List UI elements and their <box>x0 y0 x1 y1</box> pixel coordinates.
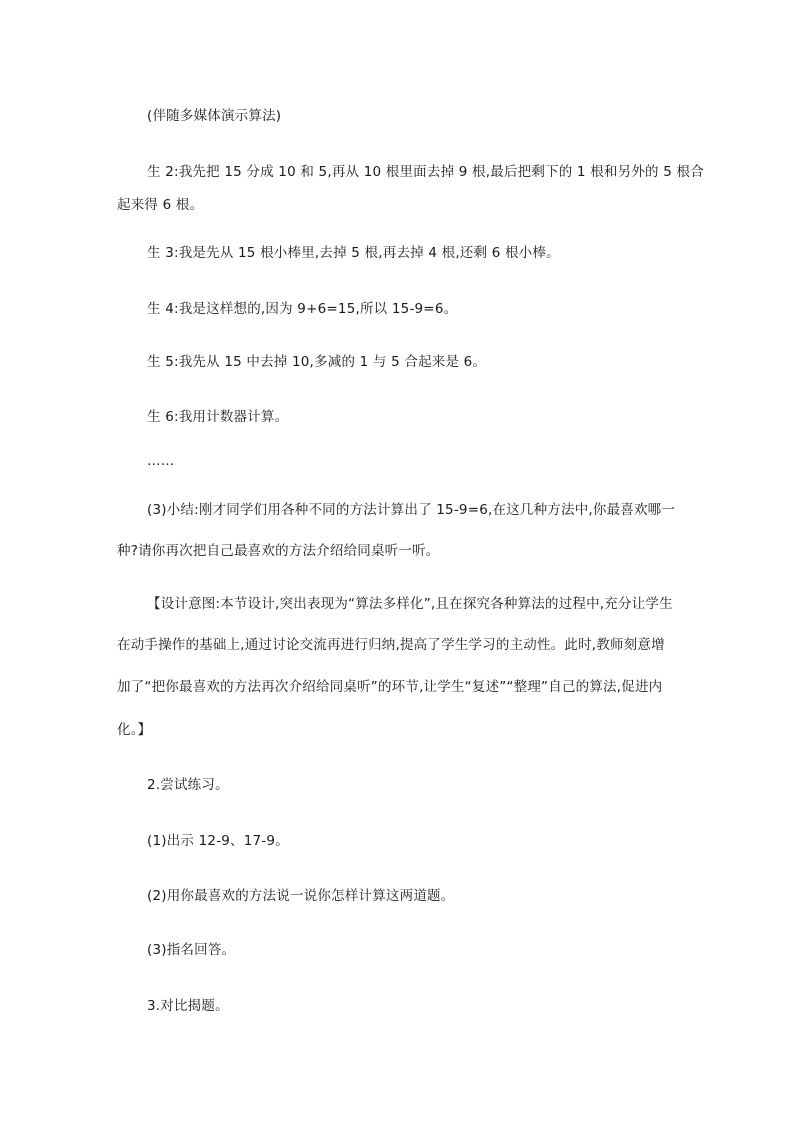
ellipsis: …… <box>147 453 175 469</box>
paragraph-student5: 生 5:我先从 15 中去掉 10,多减的 1 与 5 合起来是 6。 <box>147 354 487 370</box>
paragraph-design-intent-line2: 在动手操作的基础上,通过讨论交流再进行归纳,提高了学生学习的主动性。此时,教师刻意增 <box>117 637 665 653</box>
paragraph-practice-3: (3)指名回答。 <box>147 942 236 958</box>
paragraph-compare-heading: 3.对比揭题。 <box>147 998 229 1014</box>
paragraph-student4: 生 4:我是这样想的,因为 9+6=15,所以 15-9=6。 <box>147 301 458 317</box>
paragraph-summary-line1: (3)小结:刚才同学们用各种不同的方法计算出了 15-9=6,在这几种方法中,你最喜欢哪一 <box>147 502 676 518</box>
paragraph-practice-1: (1)出示 12-9、17-9。 <box>147 833 289 849</box>
paragraph-student2-line1: 生 2:我先把 15 分成 10 和 5,再从 10 根里面去掉 9 根,最后把剩下的 1 根和另外的 5 根合 <box>147 164 704 180</box>
paragraph-practice-2: (2)用你最喜欢的方法说一说你怎样计算这两道题。 <box>147 888 455 904</box>
paragraph-student3: 生 3:我是先从 15 根小棒里,去掉 5 根,再去掉 4 根,还剩 6 根小棒。 <box>147 245 560 261</box>
paragraph-design-intent-line1: 【设计意图:本节设计,突出表现为“算法多样化”,且在探究各种算法的过程中,充分让学生 <box>147 596 673 612</box>
paragraph-student2-line2: 起来得 6 根。 <box>117 197 204 213</box>
paragraph-media-demo: (伴随多媒体演示算法) <box>147 108 282 124</box>
paragraph-student6: 生 6:我用计数器计算。 <box>147 409 289 425</box>
paragraph-summary-line2: 种?请你再次把自己最喜欢的方法介绍给同桌听一听。 <box>117 543 440 559</box>
paragraph-design-intent-line4: 化。】 <box>117 722 152 738</box>
paragraph-practice-heading: 2.尝试练习。 <box>147 777 229 793</box>
paragraph-design-intent-line3: 加了“把你最喜欢的方法再次介绍给同桌听”的环节,让学生“复述”“整理”自己的算法,促进内 <box>117 679 663 695</box>
